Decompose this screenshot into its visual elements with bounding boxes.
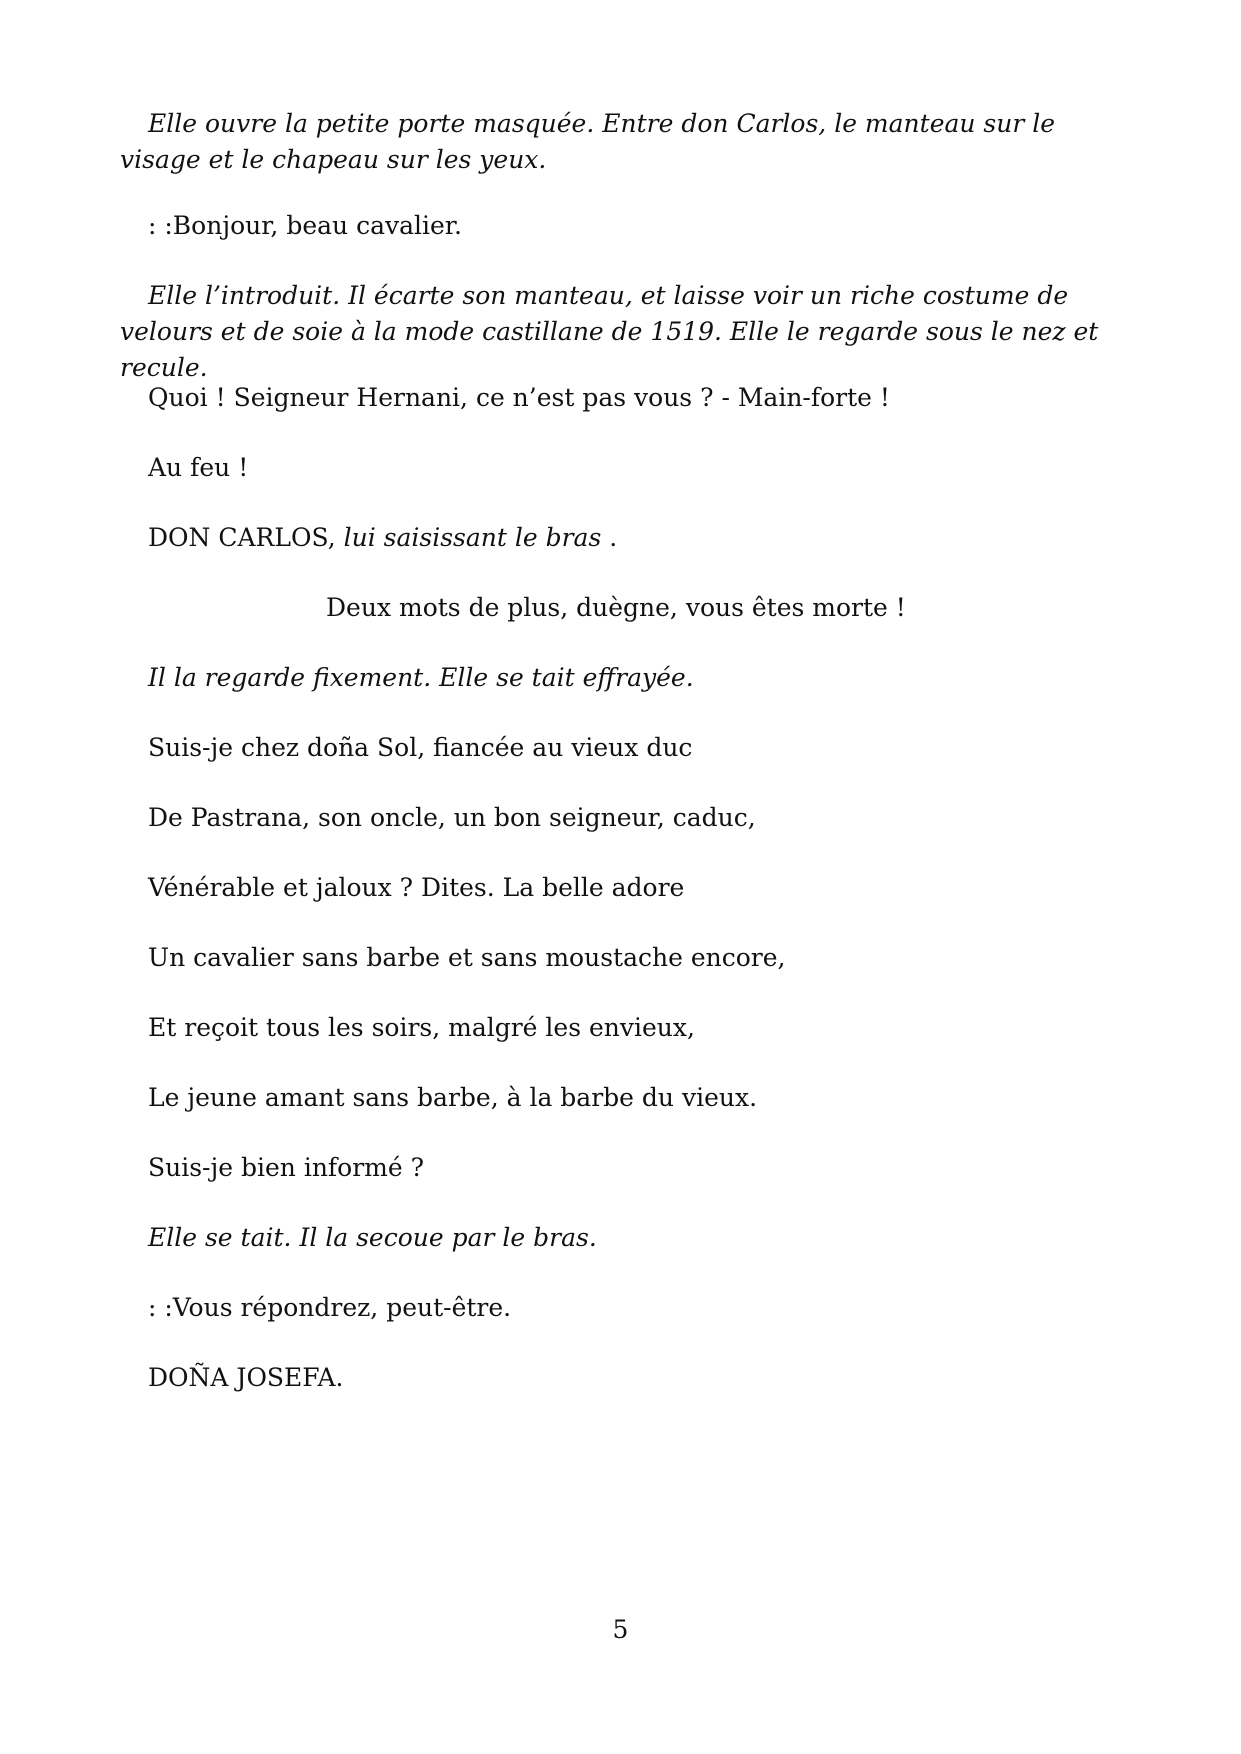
dialogue-line: : :Vous répondrez, peut-être.	[148, 1293, 512, 1322]
stage-direction: Elle ouvre la petite porte masquée. Entre don Carlos, le manteau sur le visage et le chapeau sur les yeux.	[120, 109, 1056, 174]
verse-line: Vénérable et jaloux ? Dites. La belle adore	[148, 873, 685, 902]
verse-line: Suis-je chez doña Sol, fiancée au vieux duc	[148, 733, 693, 762]
dialogue-line: : :Bonjour, beau cavalier.	[148, 211, 462, 240]
verse-line: Le jeune amant sans barbe, à la barbe du vieux.	[148, 1083, 758, 1112]
dialogue-line: Quoi ! Seigneur Hernani, ce n’est pas vous ? - Main-forte !	[148, 383, 890, 412]
speaker-end: .	[601, 523, 618, 552]
speaker-name: DON CARLOS,	[148, 523, 336, 552]
verse-line: Suis-je bien informé ?	[148, 1153, 425, 1182]
stage-direction: Elle se tait. Il la secoue par le bras.	[148, 1223, 597, 1252]
stage-direction: Il la regarde fixement. Elle se tait effrayée.	[148, 663, 694, 692]
verse-line: Et reçoit tous les soirs, malgré les envieux,	[148, 1013, 695, 1042]
dialogue-line: Deux mots de plus, duègne, vous êtes morte !	[326, 593, 906, 622]
stage-direction: Elle l’introduit. Il écarte son manteau, et laisse voir un riche costume de velours et de soie à la mode castillane de 1519. Elle le regarde sous le nez et recule.	[120, 281, 1099, 382]
speaker-heading	[148, 520, 617, 556]
verse-line: De Pastrana, son oncle, un bon seigneur, caduc,	[148, 803, 756, 832]
page-number: 5	[612, 1615, 629, 1644]
verse-line: Un cavalier sans barbe et sans moustache encore,	[148, 943, 786, 972]
dialogue-line: Au feu !	[148, 453, 249, 482]
speaker-direction: lui saisissant le bras	[343, 523, 602, 552]
speaker-heading: DOÑA JOSEFA.	[148, 1363, 344, 1392]
